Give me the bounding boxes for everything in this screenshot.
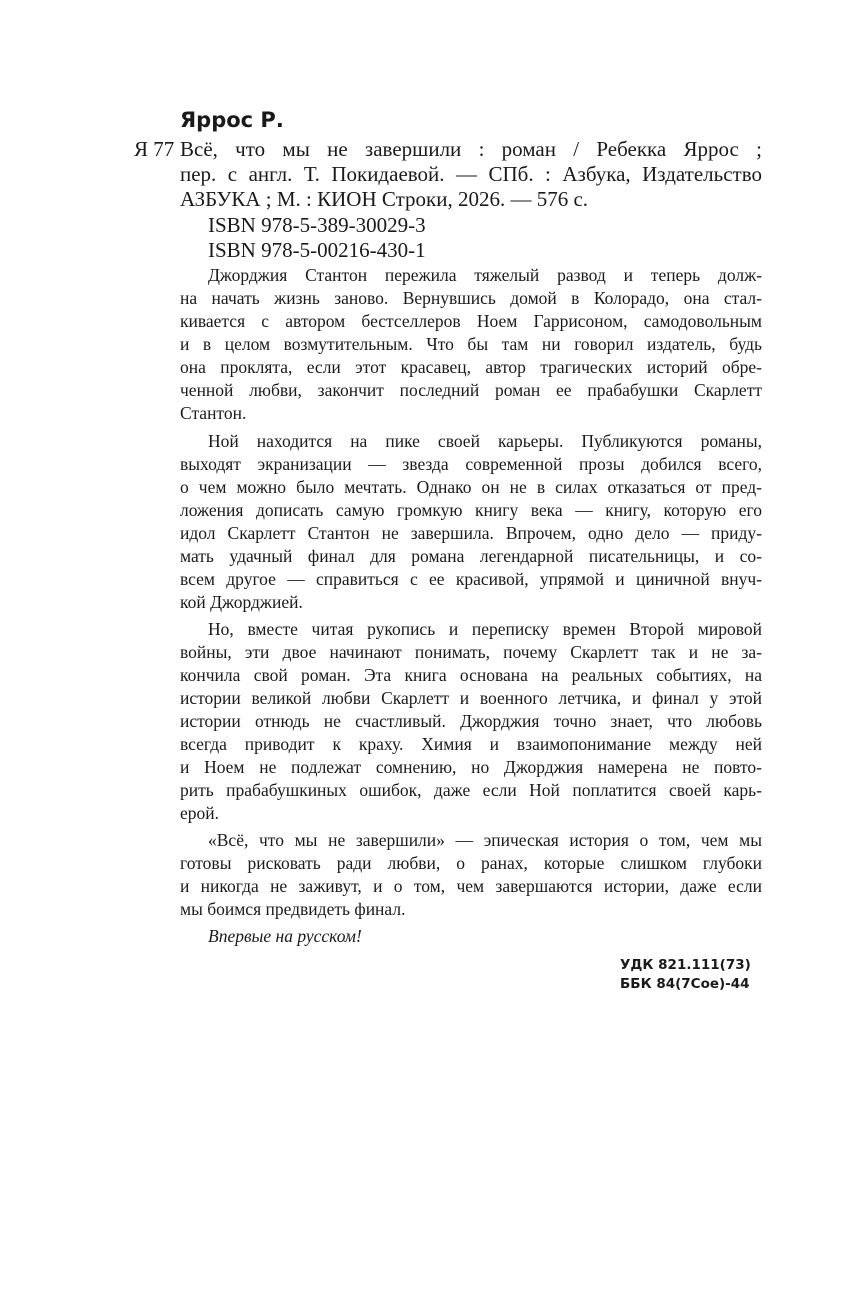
annotation-line: ложения дописать самую громкую книгу века — книгу, которую его bbox=[180, 500, 762, 520]
annotation-line: «Всё, что мы не завершили» — эпическая история о том, чем мы bbox=[208, 830, 762, 850]
title-line: Всё, что мы не завершили : роман / Ребекка Яррос ; bbox=[180, 137, 762, 161]
annotation-line: Но, вместе читая рукопись и переписку времен Второй мировой bbox=[208, 619, 762, 639]
annotation-line: на начать жизнь заново. Вернувшись домой в Колорадо, она стал- bbox=[180, 288, 762, 308]
annotation-line: кивается с автором бестселлеров Ноем Гаррисоном, самодовольным bbox=[180, 311, 762, 331]
annotation-line: ерой. bbox=[180, 803, 220, 823]
annotation-line: и Ноем не подлежат сомнению, но Джорджия намерена не повто- bbox=[180, 757, 762, 777]
annotation-line: кончила свой роман. Эта книга основана на реальных событиях, на bbox=[180, 665, 762, 685]
annotation-line: войны, эти двое начинают понимать, почему Скарлетт так и не за- bbox=[180, 642, 762, 662]
title-line: пер. с англ. Т. Покидаевой. — СПб. : Азбука, Издательство bbox=[180, 162, 762, 186]
annotation-line: и никогда не заживут, и о том, чем завершаются истории, даже если bbox=[180, 876, 762, 896]
annotation-line: Стантон. bbox=[180, 403, 247, 423]
annotation-line: мать удачный финал для романа легендарной писательницы, и со- bbox=[180, 546, 762, 566]
title-line: АЗБУКА ; М. : КИОН Строки, 2026. — 576 с. bbox=[180, 187, 589, 211]
bbk-code: ББК 84(7Сое)-44 bbox=[620, 976, 750, 992]
isbn-line: ISBN 978-5-389-30029-3 bbox=[208, 213, 426, 237]
first-edition-note: Впервые на русском! bbox=[208, 926, 362, 946]
author-heading: Яррос Р. bbox=[180, 108, 284, 132]
udk-code: УДК 821.111(73) bbox=[620, 957, 751, 973]
annotation-line: всем другое — справиться с ее красивой, упрямой и циничной внуч- bbox=[180, 569, 762, 589]
annotation-line: выходят экранизации — звезда современной прозы добился всего, bbox=[180, 454, 762, 474]
annotation-line: о чем можно было мечтать. Однако он не в силах отказаться от пред- bbox=[180, 477, 762, 497]
annotation-line: кой Джорджией. bbox=[180, 592, 303, 612]
annotation-line: Ной находится на пике своей карьеры. Публикуются романы, bbox=[208, 431, 762, 451]
annotation-line: рить прабабушкиных ошибок, даже если Ной поплатится своей карь- bbox=[180, 780, 762, 800]
annotation-line: готовы рисковать ради любви, о ранах, которые слишком глубоки bbox=[180, 853, 762, 873]
annotation-line: Джорджия Стантон пережила тяжелый развод и теперь долж- bbox=[208, 265, 762, 285]
annotation-line: и в целом возмутительным. Что бы там ни говорил издатель, будь bbox=[180, 334, 762, 354]
isbn-line: ISBN 978-5-00216-430-1 bbox=[208, 238, 426, 262]
author-code: Я 77 bbox=[134, 137, 175, 161]
annotation-line: она проклята, если этот красавец, автор трагических историй обре- bbox=[180, 357, 762, 377]
annotation-line: всегда приводит к краху. Химия и взаимопонимание между ней bbox=[180, 734, 762, 754]
annotation-line: истории великой любви Скарлетт и военного летчика, и финал у этой bbox=[180, 688, 762, 708]
annotation-line: ченной любви, закончит последний роман ее прабабушки Скарлетт bbox=[180, 380, 762, 400]
annotation-line: идол Скарлетт Стантон не завершила. Впрочем, одно дело — приду- bbox=[180, 523, 762, 543]
annotation-line: истории отнюдь не счастливый. Джорджия точно знает, что любовь bbox=[180, 711, 762, 731]
annotation-line: мы боимся предвидеть финал. bbox=[180, 899, 406, 919]
